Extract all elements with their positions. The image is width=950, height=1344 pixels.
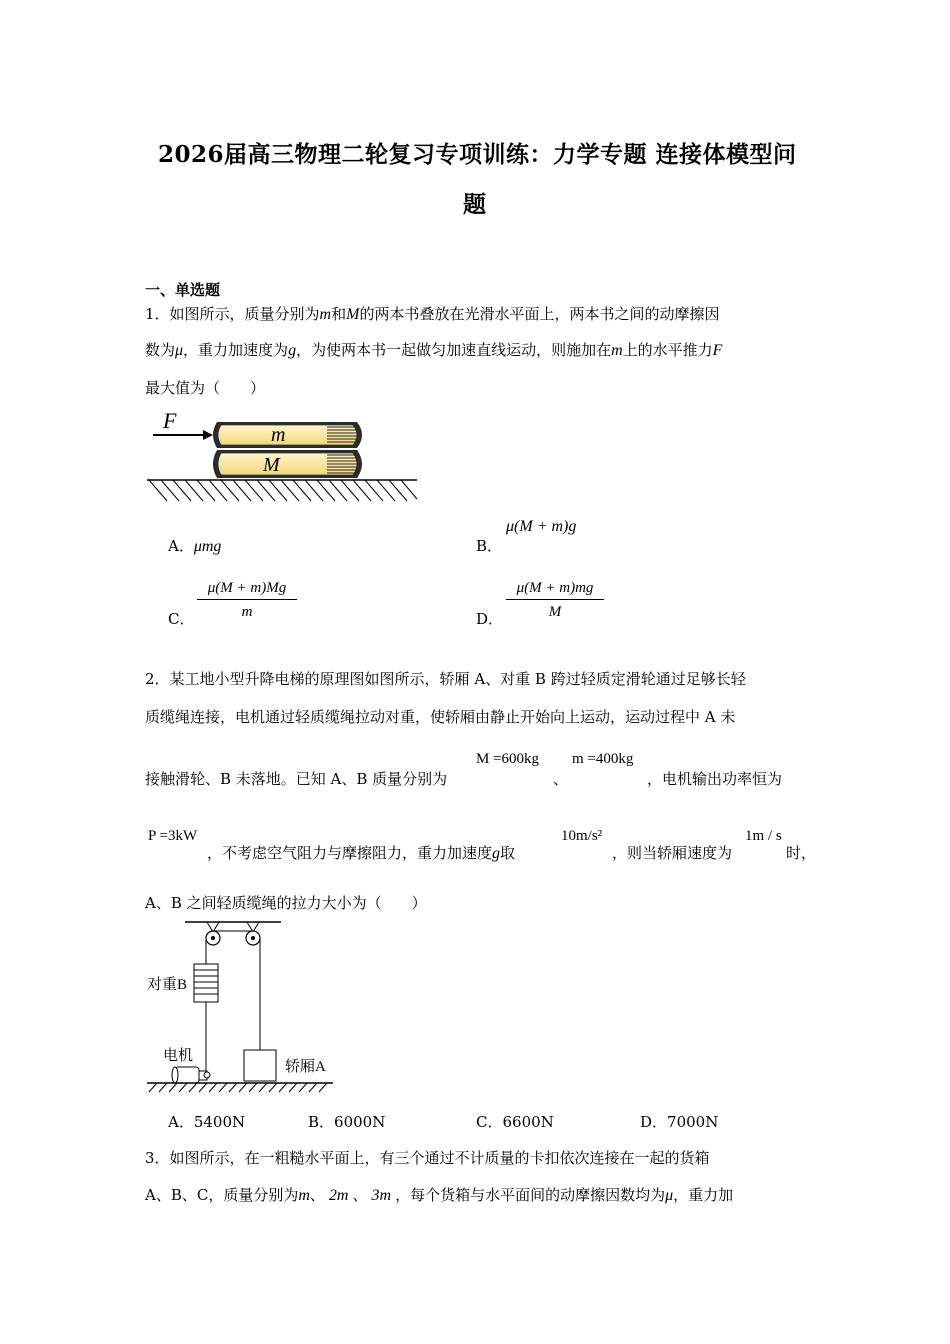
book-M-label: M: [263, 454, 280, 476]
motor: [172, 1067, 210, 1083]
q1-option-b-label[interactable]: B．: [476, 537, 503, 555]
q2-line3-text: 接触滑轮、B 未落地。已知 A、B 质量分别为: [145, 770, 448, 788]
book-m: [213, 422, 362, 448]
ground-hatching: [149, 480, 417, 501]
q2-line4-tail: 时，: [786, 844, 817, 862]
left-pulley: [206, 922, 220, 945]
q2-elevator-figure: [145, 918, 345, 1096]
motor-label: 电机: [163, 1048, 194, 1064]
book-m-label: m: [271, 424, 286, 446]
q2-option-d[interactable]: D．7000N: [640, 1113, 719, 1131]
right-pulley: [246, 922, 260, 945]
q1-option-d-label[interactable]: D．: [476, 610, 504, 628]
q1-option-a[interactable]: A．μmg: [168, 537, 222, 555]
q2-g-value: 10m/s²: [561, 828, 603, 844]
q2-v-value: 1m / s: [745, 828, 782, 844]
q2-line2: 质缆绳连接，电机通过轻质缆绳拉动对重，使轿厢由静止开始向上运动，运动过程中 A 未: [145, 708, 736, 726]
q2-P-value: P =3kW: [148, 828, 198, 844]
q1-option-d-fraction[interactable]: $\frac{\mu(M + m)mg}{M}$: [506, 580, 604, 621]
q2-line4-speed-text: ，则当轿厢速度为: [612, 844, 733, 862]
q3-line2: A、B、C，质量分别为m、 2m 、 3m ，每个货箱与水平面间的动摩擦因数均为μ，重力加: [145, 1186, 734, 1204]
q2-line5: A、B 之间轻质缆绳的拉力大小为（ ）: [145, 894, 427, 912]
q2-line1: 2．某工地小型升降电梯的原理图如图所示，轿厢 A、对重 B 跨过轻质定滑轮通过足够长轻: [145, 670, 746, 688]
page-title: 2026届高三物理二轮复习专项训练：力学专题 连接体模型问: [158, 141, 797, 168]
q1-option-c-label[interactable]: C．: [168, 610, 195, 628]
q2-m-value: m =400kg: [572, 751, 634, 767]
q1-option-b[interactable]: μ(M + m)g: [506, 518, 577, 535]
q2-M-value: M =600kg: [476, 751, 540, 767]
section-heading: 一、单选题: [145, 281, 221, 299]
force-label-F: F: [163, 408, 177, 433]
q2-ground-hatching: [149, 1083, 327, 1092]
q2-option-a[interactable]: A．5400N: [168, 1113, 246, 1131]
car-A: [244, 1050, 276, 1081]
q2-separator: 、: [553, 770, 569, 788]
q1-books-figure: [145, 405, 425, 505]
q1-option-c-fraction[interactable]: $\frac{\mu(M + m)Mg}{m}$: [197, 580, 297, 621]
counterweight-label: 对重B: [147, 977, 188, 993]
q3-line1: 3．如图所示，在一粗糙水平面上，有三个通过不计质量的卡扣依次连接在一起的货箱: [145, 1149, 710, 1167]
force-arrowhead: [203, 430, 213, 440]
q1-line3: 最大值为（ ）: [145, 379, 266, 397]
q1-line1: 1．如图所示，质量分别为m和M的两本书叠放在光滑水平面上，两本书之间的动摩擦因: [145, 305, 720, 323]
car-label: 轿厢A: [285, 1059, 326, 1075]
q2-option-b[interactable]: B．6000N: [308, 1113, 386, 1131]
q1-line2: 数为μ，重力加速度为g，为使两本书一起做匀加速直线运动，则施加在m上的水平推力F: [145, 341, 723, 359]
book-M: [213, 450, 362, 478]
page-title-continued: 题: [463, 191, 487, 218]
q2-line4-text: ，不考虑空气阻力与摩擦阻力，重力加速度g取: [207, 844, 516, 862]
q2-option-c[interactable]: C．6600N: [476, 1113, 554, 1131]
q2-line3-tail: ，电机输出功率恒为: [647, 770, 783, 788]
counterweight-B: [194, 964, 218, 1002]
